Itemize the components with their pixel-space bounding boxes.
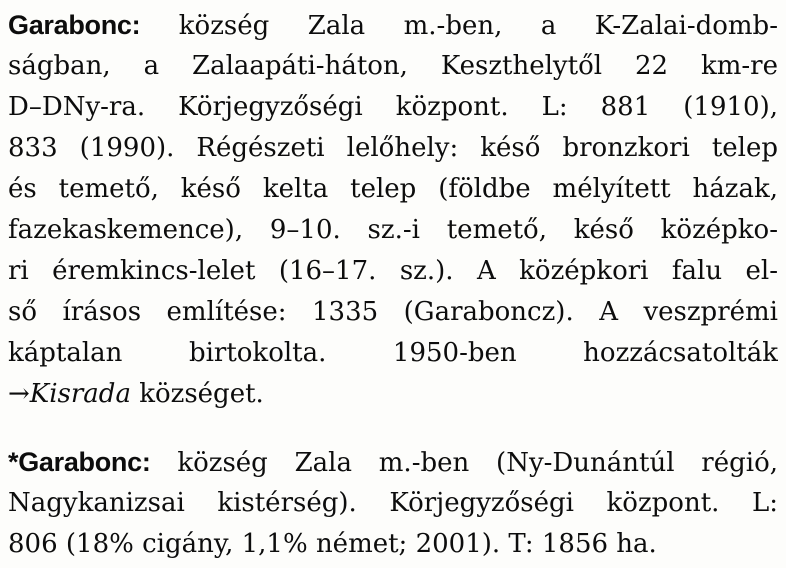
text-line: Nagykanizsai kistérség). Körjegyzőségi központ. L:	[8, 488, 778, 518]
text-line: ri éremkincs-lelet (16–17. sz.). A középkori falu el-	[8, 256, 778, 286]
text-line: 806 (18% cigány, 1,1% német; 2001). T: 1856 ha.	[8, 529, 657, 559]
text-line: D–DNy-ra. Körjegyzőségi központ. L: 881 (1910),	[8, 92, 778, 122]
cross-reference-arrow-icon: →	[8, 379, 30, 409]
line-text: községet.	[130, 379, 264, 409]
text-line: fazekaskemence), 9–10. sz.-i temető, késő középko-	[8, 215, 778, 245]
entry-headword: Garabonc:	[8, 10, 141, 40]
text-line	[8, 374, 778, 415]
text-line: és temető, késő kelta telep (földbe mélyített házak,	[8, 174, 778, 204]
text-line	[8, 5, 778, 46]
cross-reference-kisrada: Kisrada	[29, 379, 131, 409]
text-line: káptalan birtokolta. 1950-ben hozzácsatolták	[8, 338, 778, 368]
entry-garabonc-alt	[8, 442, 778, 565]
entry-garabonc	[8, 5, 778, 415]
line-text: község Zala m.-ben (Ny-Dunántúl régió,	[150, 448, 778, 478]
entry-headword: *Garabonc:	[8, 447, 151, 477]
text-line: ső írásos említése: 1335 (Garaboncz). A veszprémi	[8, 297, 778, 327]
line-text: község Zala m.-ben, a K-Zalai-domb-	[140, 11, 778, 41]
text-line: ságban, a Zalaapáti-háton, Keszthelytől 22 km-re	[8, 51, 778, 81]
text-line: 833 (1990). Régészeti lelőhely: késő bronzkori telep	[8, 133, 778, 163]
text-line	[8, 442, 778, 483]
